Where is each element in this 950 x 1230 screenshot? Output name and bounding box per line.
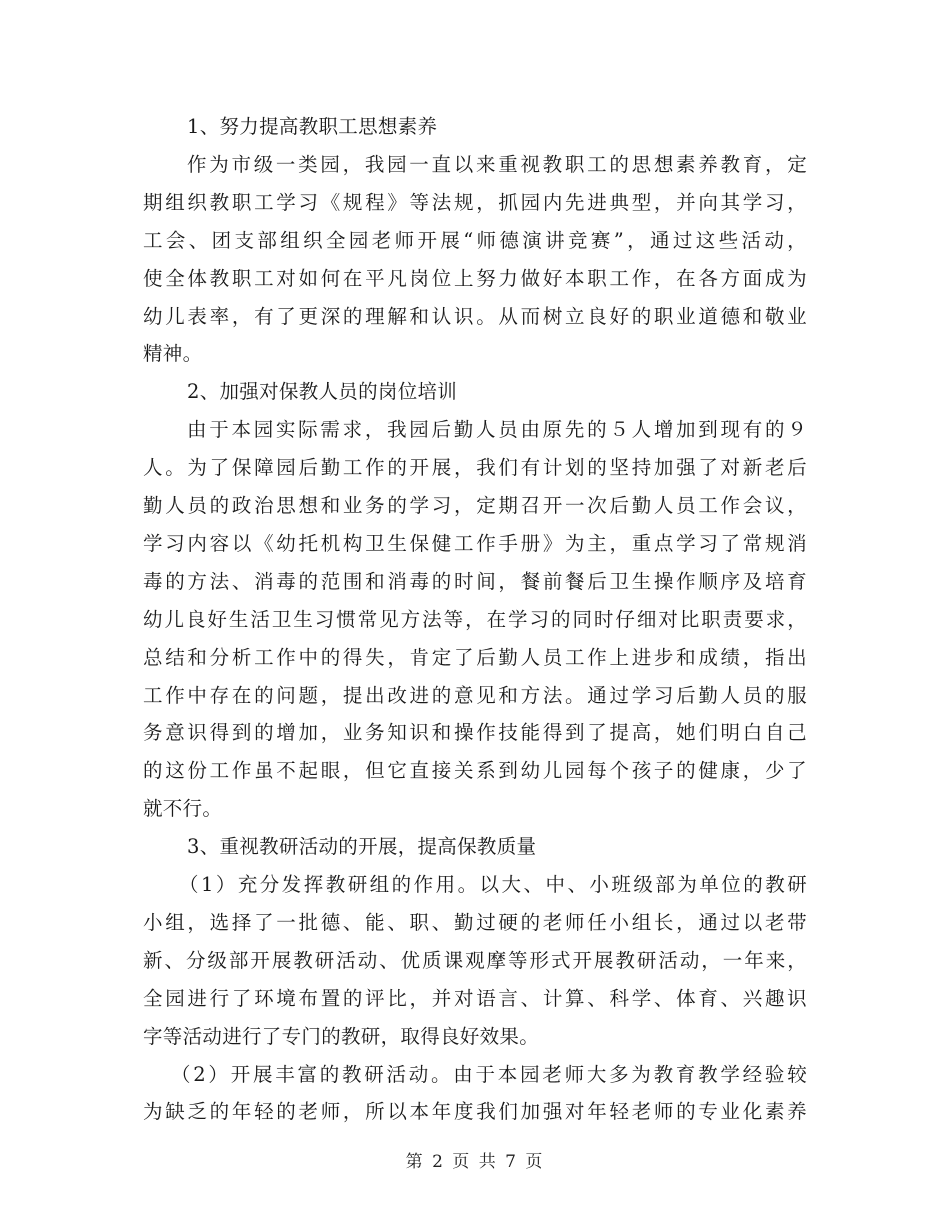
text-line: 期组织教职工学习《规程》等法规，抓园内先进典型，并向其学习， [143,190,807,214]
text-line: 1、努力提高教职工思想素养 [187,115,438,138]
text-line: 的这份工作虽不起眼，但它直接关系到幼儿园每个孩子的健康，少了 [143,759,807,783]
text-line: 工作中存在的问题，提出改进的意见和方法。通过学习后勤人员的服 [143,683,807,707]
text-line: 人。为了保障园后勤工作的开展，我们有计划的坚持加强了对新老后 [143,456,807,480]
text-line: （1）充分发挥教研组的作用。以大、中、小班级部为单位的教研 [179,873,807,896]
text-line: 就不行。 [143,797,223,821]
text-line: 全园进行了环境布置的评比，并对语言、计算、科学、体育、兴趣识 [143,986,807,1010]
text-line: 字等活动进行了专门的教研，取得良好效果。 [143,1024,540,1048]
text-line: 工会、团支部组织全园老师开展“师德演讲竞赛”，通过这些活动， [143,228,807,252]
text-line: 幼儿良好生活卫生习惯常见方法等，在学习的同时仔细对比职责要求， [143,607,807,631]
text-line: 使全体教职工对如何在平凡岗位上努力做好本职工作，在各方面成为 [143,266,807,290]
text-line: 务意识得到的增加，业务知识和操作技能得到了提高，她们明白自己 [143,721,807,745]
text-line: 3、重视教研活动的开展，提高保教质量 [187,835,537,859]
text-line: 为缺乏的年轻的老师，所以本年度我们加强对年轻老师的专业化素养 [143,1100,807,1124]
text-line: 勤人员的政治思想和业务的学习，定期召开一次后勤人员工作会议， [143,494,807,517]
text-line: 总结和分析工作中的得失，肯定了后勤人员工作上进步和成绩，指出 [143,645,807,669]
text-line: 由于本园实际需求，我园后勤人员由原先的５人增加到现有的９ [187,418,807,442]
text-line: （2）开展丰富的教研活动。由于本园老师大多为教育教学经验较 [171,1062,807,1086]
text-line: 毒的方法、消毒的范围和消毒的时间，餐前餐后卫生操作顺序及培育 [143,569,807,593]
text-line: 小组，选择了一批德、能、职、勤过硬的老师任小组长，通过以老带 [143,910,807,934]
text-line: 学习内容以《幼托机构卫生保健工作手册》为主，重点学习了常规消 [143,531,807,555]
text-line: 作为市级一类园，我园一直以来重视教职工的思想素养教育，定 [187,152,807,176]
text-line: 新、分级部开展教研活动、优质课观摩等形式开展教研活动，一年来， [143,948,807,972]
text-line: 2、加强对保教人员的岗位培训 [187,380,458,404]
text-line: 幼儿表率，有了更深的理解和认识。从而树立良好的职业道德和敬业 [143,304,807,328]
page-footer: 第 2 页 共 7 页 [405,1152,545,1172]
text-line: 精神。 [143,342,203,366]
